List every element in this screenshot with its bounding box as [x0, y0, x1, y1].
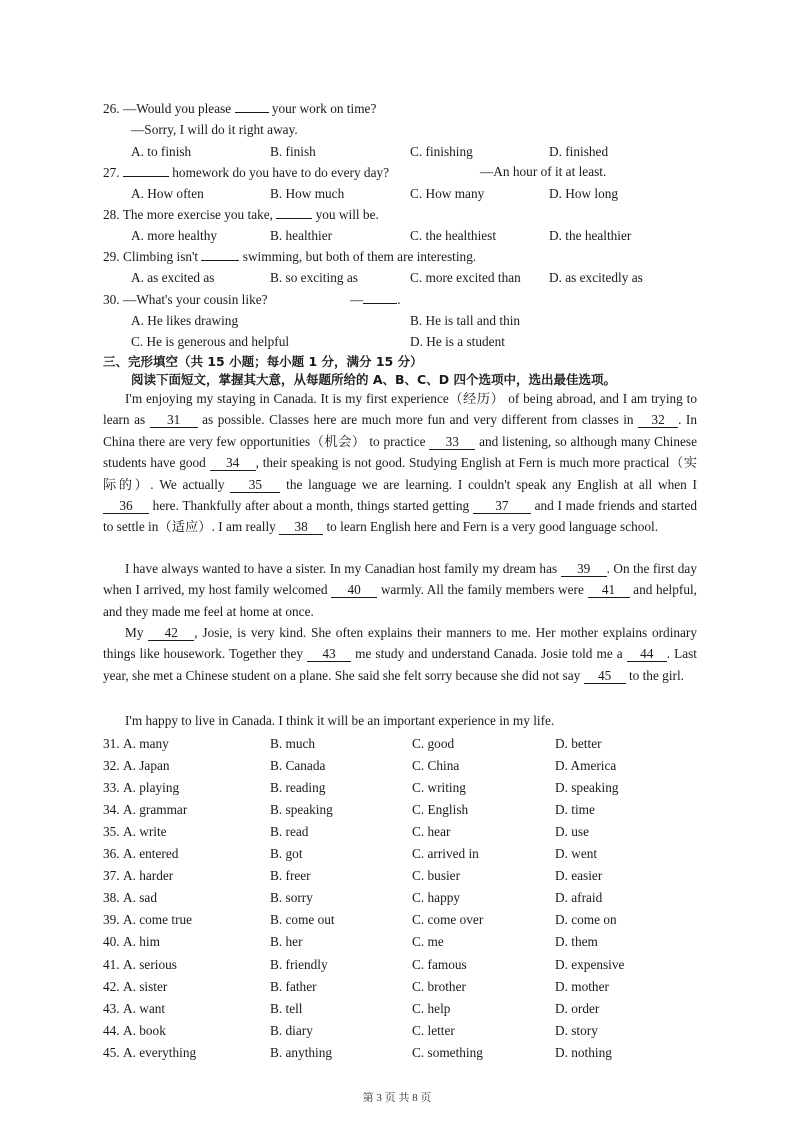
passage-paragraph-1	[103, 388, 697, 538]
option-a[interactable]: A. serious	[123, 957, 177, 972]
option-d[interactable]: D. America	[555, 758, 617, 773]
option-d[interactable]: D. speaking	[555, 780, 619, 795]
cloze-blank-40[interactable]: 40	[331, 582, 377, 598]
question-stem-pre: —Would you please	[122, 101, 235, 116]
option-d[interactable]: D. went	[555, 846, 598, 861]
option-b[interactable]: B. finish	[270, 144, 316, 159]
passage-text: as possible. Classes here are much more fun and very different from classes in	[197, 412, 639, 428]
question-number: 31.	[103, 736, 120, 751]
option-d[interactable]: D. finished	[549, 144, 609, 159]
question-stem-pre: Climbing isn't	[122, 249, 202, 264]
option-d[interactable]: D. How long	[549, 186, 619, 201]
question-number: 38.	[103, 890, 120, 905]
option-c[interactable]: C. good	[412, 736, 455, 751]
option-c[interactable]: C. letter	[412, 1023, 455, 1038]
option-a[interactable]: A. entered	[123, 846, 179, 861]
cloze-blank-33[interactable]: 33	[429, 434, 475, 450]
cloze-blank-31[interactable]: 31	[150, 412, 198, 428]
question-26	[103, 100, 376, 117]
option-b[interactable]: B. got	[270, 846, 303, 861]
answer-blank[interactable]	[235, 112, 269, 113]
option-d[interactable]: D. afraid	[555, 890, 603, 905]
cloze-blank-37[interactable]: 37	[473, 498, 531, 514]
option-b[interactable]: B. father	[270, 979, 317, 994]
question-number: 26.	[103, 101, 120, 116]
option-d[interactable]: D. order	[555, 1001, 600, 1016]
option-c[interactable]: C. happy	[412, 890, 461, 905]
passage-text: me study and understand Canada. Josie told me a	[351, 646, 627, 662]
option-b[interactable]: B. sorry	[270, 890, 313, 905]
passage-text: to learn English here and Fern is a very good language school.	[323, 519, 659, 535]
option-c[interactable]: C. famous	[412, 957, 467, 972]
cloze-blank-32[interactable]: 32	[638, 412, 678, 428]
section-title: 三、完形填空（共 15 小题；每小题 1 分，满分 15 分）	[103, 354, 423, 369]
option-c[interactable]: C. English	[412, 802, 469, 817]
question-number: 45.	[103, 1045, 120, 1060]
cloze-blank-42[interactable]: 42	[148, 625, 194, 641]
option-c[interactable]: C. the healthiest	[410, 228, 497, 243]
option-b[interactable]: B. her	[270, 934, 303, 949]
passage-text: here. Thankfully after about a month, things started getting	[149, 498, 473, 514]
option-d[interactable]: D. them	[555, 934, 598, 949]
question-stem-post: swimming, but both of them are interesting.	[239, 249, 477, 264]
option-c[interactable]: C. more excited than	[410, 270, 521, 285]
option-a[interactable]: A. He likes drawing	[131, 313, 239, 328]
question-number: 44.	[103, 1023, 120, 1038]
passage-text: and helpful, and they made me feel at home at once.	[103, 582, 697, 619]
question-stem-post: you will be.	[312, 207, 379, 222]
cloze-blank-38[interactable]: 38	[279, 519, 323, 535]
cloze-blank-41[interactable]: 41	[588, 582, 630, 598]
option-b[interactable]: B. How much	[270, 186, 345, 201]
page-footer: 第 3 页 共 8 页	[362, 1092, 432, 1104]
passage-text: . Last year, she met a Chinese student on a plane. She said she felt sorry because she did not say	[103, 646, 697, 683]
option-a[interactable]: A. him	[123, 934, 160, 949]
question-26-reply: —Sorry, I will do it right away.	[131, 122, 298, 137]
question-27	[103, 164, 389, 181]
option-a[interactable]: A. book	[123, 1023, 166, 1038]
option-c[interactable]: C. something	[412, 1045, 483, 1060]
option-a[interactable]: A. want	[123, 1001, 166, 1016]
option-c[interactable]: C. brother	[412, 979, 466, 994]
option-b[interactable]: B. speaking	[270, 802, 333, 817]
option-c[interactable]: C. busier	[412, 868, 461, 883]
option-b[interactable]: B. diary	[270, 1023, 313, 1038]
option-c[interactable]: C. finishing	[410, 144, 473, 159]
passage-text: warmly. All the family members were	[377, 582, 588, 598]
question-number: 40.	[103, 934, 120, 949]
answer-blank[interactable]	[123, 176, 169, 177]
cloze-blank-44[interactable]: 44	[627, 646, 667, 662]
option-a[interactable]: A. many	[123, 736, 169, 751]
cloze-blank-39[interactable]: 39	[561, 561, 607, 577]
question-number: 30.	[103, 292, 120, 307]
option-b[interactable]: B. reading	[270, 780, 326, 795]
passage-text: the language we are learning. I couldn't speak any English at all when I	[280, 476, 697, 492]
option-d[interactable]: D. easier	[555, 868, 603, 883]
option-d[interactable]: D. expensive	[555, 957, 625, 972]
question-28	[103, 206, 379, 223]
passage-text: I'm enjoying my staying in Canada. It is my first experience（经历） of being abroad, and I am trying to learn as	[103, 391, 697, 428]
question-stem-pre: The more exercise you take,	[122, 207, 277, 222]
question-number: 35.	[103, 824, 120, 839]
question-27-reply: —An hour of it at least.	[480, 164, 607, 179]
option-a[interactable]: A. harder	[123, 868, 174, 883]
option-d[interactable]: D. story	[555, 1023, 598, 1038]
option-a[interactable]: A. as excited as	[131, 270, 215, 285]
question-number: 29.	[103, 249, 120, 264]
question-number: 42.	[103, 979, 120, 994]
option-a[interactable]: A. How often	[131, 186, 204, 201]
passage-paragraph-3	[103, 622, 697, 686]
option-a[interactable]: A. everything	[123, 1045, 197, 1060]
passage-paragraph-4	[103, 710, 697, 731]
question-number: 27.	[103, 165, 120, 180]
question-number: 28.	[103, 207, 120, 222]
cloze-blank-45[interactable]: 45	[584, 668, 626, 684]
question-number: 33.	[103, 780, 120, 795]
option-a[interactable]: A. Japan	[123, 758, 170, 773]
passage-text: . In China there are very few opportunities（机会） to practice	[103, 412, 697, 449]
option-b[interactable]: B. come out	[270, 912, 335, 927]
option-d[interactable]: D. mother	[555, 979, 609, 994]
option-b[interactable]: B. He is tall and thin	[410, 313, 521, 328]
option-d[interactable]: D. nothing	[555, 1045, 612, 1060]
option-b[interactable]: B. freer	[270, 868, 311, 883]
question-number: 34.	[103, 802, 120, 817]
passage-text: to the girl.	[625, 667, 684, 683]
passage-text: , Josie, is very kind. She often explains their manners to me. Her mother explains ordinary things like housework. Together they	[103, 625, 698, 662]
option-c[interactable]: C. me	[412, 934, 444, 949]
option-b[interactable]: B. so exciting as	[270, 270, 358, 285]
option-a[interactable]: A. grammar	[123, 802, 188, 817]
question-number: 43.	[103, 1001, 120, 1016]
option-a[interactable]: A. sad	[123, 890, 157, 905]
cloze-blank-36[interactable]: 36	[103, 498, 149, 514]
question-stem-post: homework do you have to do every day?	[168, 165, 390, 180]
question-stem-post: your work on time?	[268, 101, 377, 116]
option-b[interactable]: B. much	[270, 736, 316, 751]
option-b[interactable]: B. Canada	[270, 758, 326, 773]
answer-blank[interactable]	[363, 303, 397, 304]
option-d[interactable]: D. the healthier	[549, 228, 632, 243]
answer-blank[interactable]	[276, 218, 312, 219]
dash: —	[350, 292, 364, 307]
section-instruction: 阅读下面短文，掌握其大意，从每题所给的 A、B、C、D 四个选项中，选出最佳选项。	[131, 372, 616, 387]
answer-blank[interactable]	[201, 260, 239, 261]
option-a[interactable]: A. more healthy	[131, 228, 218, 243]
option-c[interactable]: C. China	[412, 758, 460, 773]
option-c[interactable]: C. writing	[412, 780, 466, 795]
option-a[interactable]: A. sister	[123, 979, 168, 994]
option-d[interactable]: D. He is a student	[410, 334, 505, 349]
passage-paragraph-2	[103, 558, 697, 622]
passage-text: and listening, so although many Chinese students have good	[103, 433, 697, 471]
cloze-blank-43[interactable]: 43	[307, 646, 351, 662]
period: .	[397, 292, 401, 307]
passage-text: My	[125, 625, 149, 640]
passage-text: . On the first day when I arrived, my host family welcomed	[103, 561, 697, 598]
question-number: 41.	[103, 957, 120, 972]
option-c[interactable]: C. How many	[410, 186, 485, 201]
question-number: 37.	[103, 868, 120, 883]
question-30	[103, 291, 268, 308]
option-a[interactable]: A. playing	[123, 780, 180, 795]
option-d[interactable]: D. better	[555, 736, 602, 751]
option-b[interactable]: B. healthier	[270, 228, 333, 243]
option-c[interactable]: C. help	[412, 1001, 451, 1016]
cloze-blank-35[interactable]: 35	[230, 477, 280, 493]
option-a[interactable]: A. come true	[123, 912, 193, 927]
option-a[interactable]: A. write	[123, 824, 167, 839]
option-b[interactable]: B. friendly	[270, 957, 328, 972]
option-d[interactable]: D. as excitedly as	[549, 270, 643, 285]
option-c[interactable]: C. come over	[412, 912, 484, 927]
option-c[interactable]: C. arrived in	[412, 846, 479, 861]
cloze-blank-34[interactable]: 34	[210, 455, 256, 471]
option-b[interactable]: B. tell	[270, 1001, 303, 1016]
option-b[interactable]: B. read	[270, 824, 309, 839]
question-30-reply	[350, 291, 401, 308]
option-d[interactable]: D. time	[555, 802, 595, 817]
question-number: 36.	[103, 846, 120, 861]
option-b[interactable]: B. anything	[270, 1045, 333, 1060]
option-c[interactable]: C. He is generous and helpful	[131, 334, 290, 349]
passage-text: , their speaking is not good. Studying English at Fern is much more practical（实际的）. We actually	[103, 455, 697, 492]
passage-text: I have always wanted to have a sister. In my Canadian host family my dream has	[125, 561, 561, 576]
option-a[interactable]: A. to finish	[131, 144, 192, 159]
question-stem-pre: —What's your cousin like?	[122, 292, 268, 307]
option-c[interactable]: C. hear	[412, 824, 451, 839]
passage-text: and I made friends and started to settle in（适应）. I am really	[103, 498, 697, 535]
option-d[interactable]: D. use	[555, 824, 589, 839]
passage-text: I'm happy to live in Canada. I think it will be an important experience in my life.	[125, 713, 555, 728]
option-d[interactable]: D. come on	[555, 912, 617, 927]
question-29	[103, 248, 476, 265]
question-number: 39.	[103, 912, 120, 927]
question-number: 32.	[103, 758, 120, 773]
